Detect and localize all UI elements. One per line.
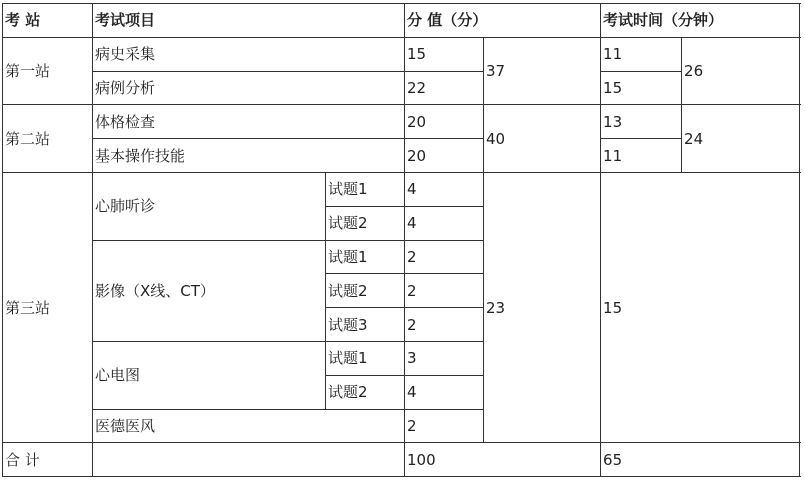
station3-group2-sub1-score: 2	[405, 240, 484, 274]
total-score: 100	[405, 443, 601, 477]
station3-time-total: 15	[601, 172, 800, 442]
table-row	[3, 105, 800, 139]
station2-item1-label: 体格检查	[93, 105, 405, 139]
station2-item2-score: 20	[405, 139, 484, 173]
header-time: 考试时间（分钟）	[601, 4, 800, 38]
station2-item1-score: 20	[405, 105, 484, 139]
table-row	[3, 37, 800, 71]
station1-score-total: 37	[484, 37, 601, 105]
table-row	[3, 172, 800, 206]
station3-group2-sub2-label: 试题2	[326, 274, 405, 308]
station3-group3-label: 心电图	[93, 341, 326, 409]
station2-time-total: 24	[682, 105, 800, 173]
station1-time-total: 26	[682, 37, 800, 105]
station3-group2-sub3-label: 试题3	[326, 308, 405, 342]
station3-group2-sub2-score: 2	[405, 274, 484, 308]
station3-name: 第三站	[3, 172, 93, 442]
station3-group3-sub2-score: 4	[405, 375, 484, 409]
station1-item2-score: 22	[405, 71, 484, 105]
station1-item1-time: 11	[601, 37, 682, 71]
station3-group1-label: 心肺听诊	[93, 172, 326, 240]
header-station: 考 站	[3, 4, 93, 38]
station2-item2-label: 基本操作技能	[93, 139, 405, 173]
station3-group2-label: 影像（X线、CT）	[93, 240, 326, 341]
exam-schedule-table	[2, 3, 800, 477]
station3-ethics-label: 医德医风	[93, 409, 405, 443]
station3-group1-sub2-label: 试题2	[326, 206, 405, 240]
station2-score-total: 40	[484, 105, 601, 173]
station3-ethics-score: 2	[405, 409, 484, 443]
header-item: 考试项目	[93, 4, 405, 38]
total-item-blank	[93, 443, 405, 477]
station3-group3-sub1-label: 试题1	[326, 341, 405, 375]
station1-item2-label: 病例分析	[93, 71, 405, 105]
station1-name: 第一站	[3, 37, 93, 105]
station3-group1-sub1-label: 试题1	[326, 172, 405, 206]
station2-name: 第二站	[3, 105, 93, 173]
station2-item2-time: 11	[601, 139, 682, 173]
header-score: 分 值（分）	[405, 4, 601, 38]
station3-group2-sub1-label: 试题1	[326, 240, 405, 274]
station3-group1-sub2-score: 4	[405, 206, 484, 240]
station3-group2-sub3-score: 2	[405, 308, 484, 342]
table-row	[3, 139, 800, 173]
station1-item2-time: 15	[601, 71, 682, 105]
table-header-row	[3, 4, 800, 38]
table-total-row	[3, 443, 800, 477]
station1-item1-score: 15	[405, 37, 484, 71]
table-row	[3, 71, 800, 105]
station3-group3-sub1-score: 3	[405, 341, 484, 375]
station3-score-total: 23	[484, 172, 601, 442]
station3-group3-sub2-label: 试题2	[326, 375, 405, 409]
total-label: 合 计	[3, 443, 93, 477]
station2-item1-time: 13	[601, 105, 682, 139]
total-time: 65	[601, 443, 800, 477]
station3-group1-sub1-score: 4	[405, 172, 484, 206]
station1-item1-label: 病史采集	[93, 37, 405, 71]
